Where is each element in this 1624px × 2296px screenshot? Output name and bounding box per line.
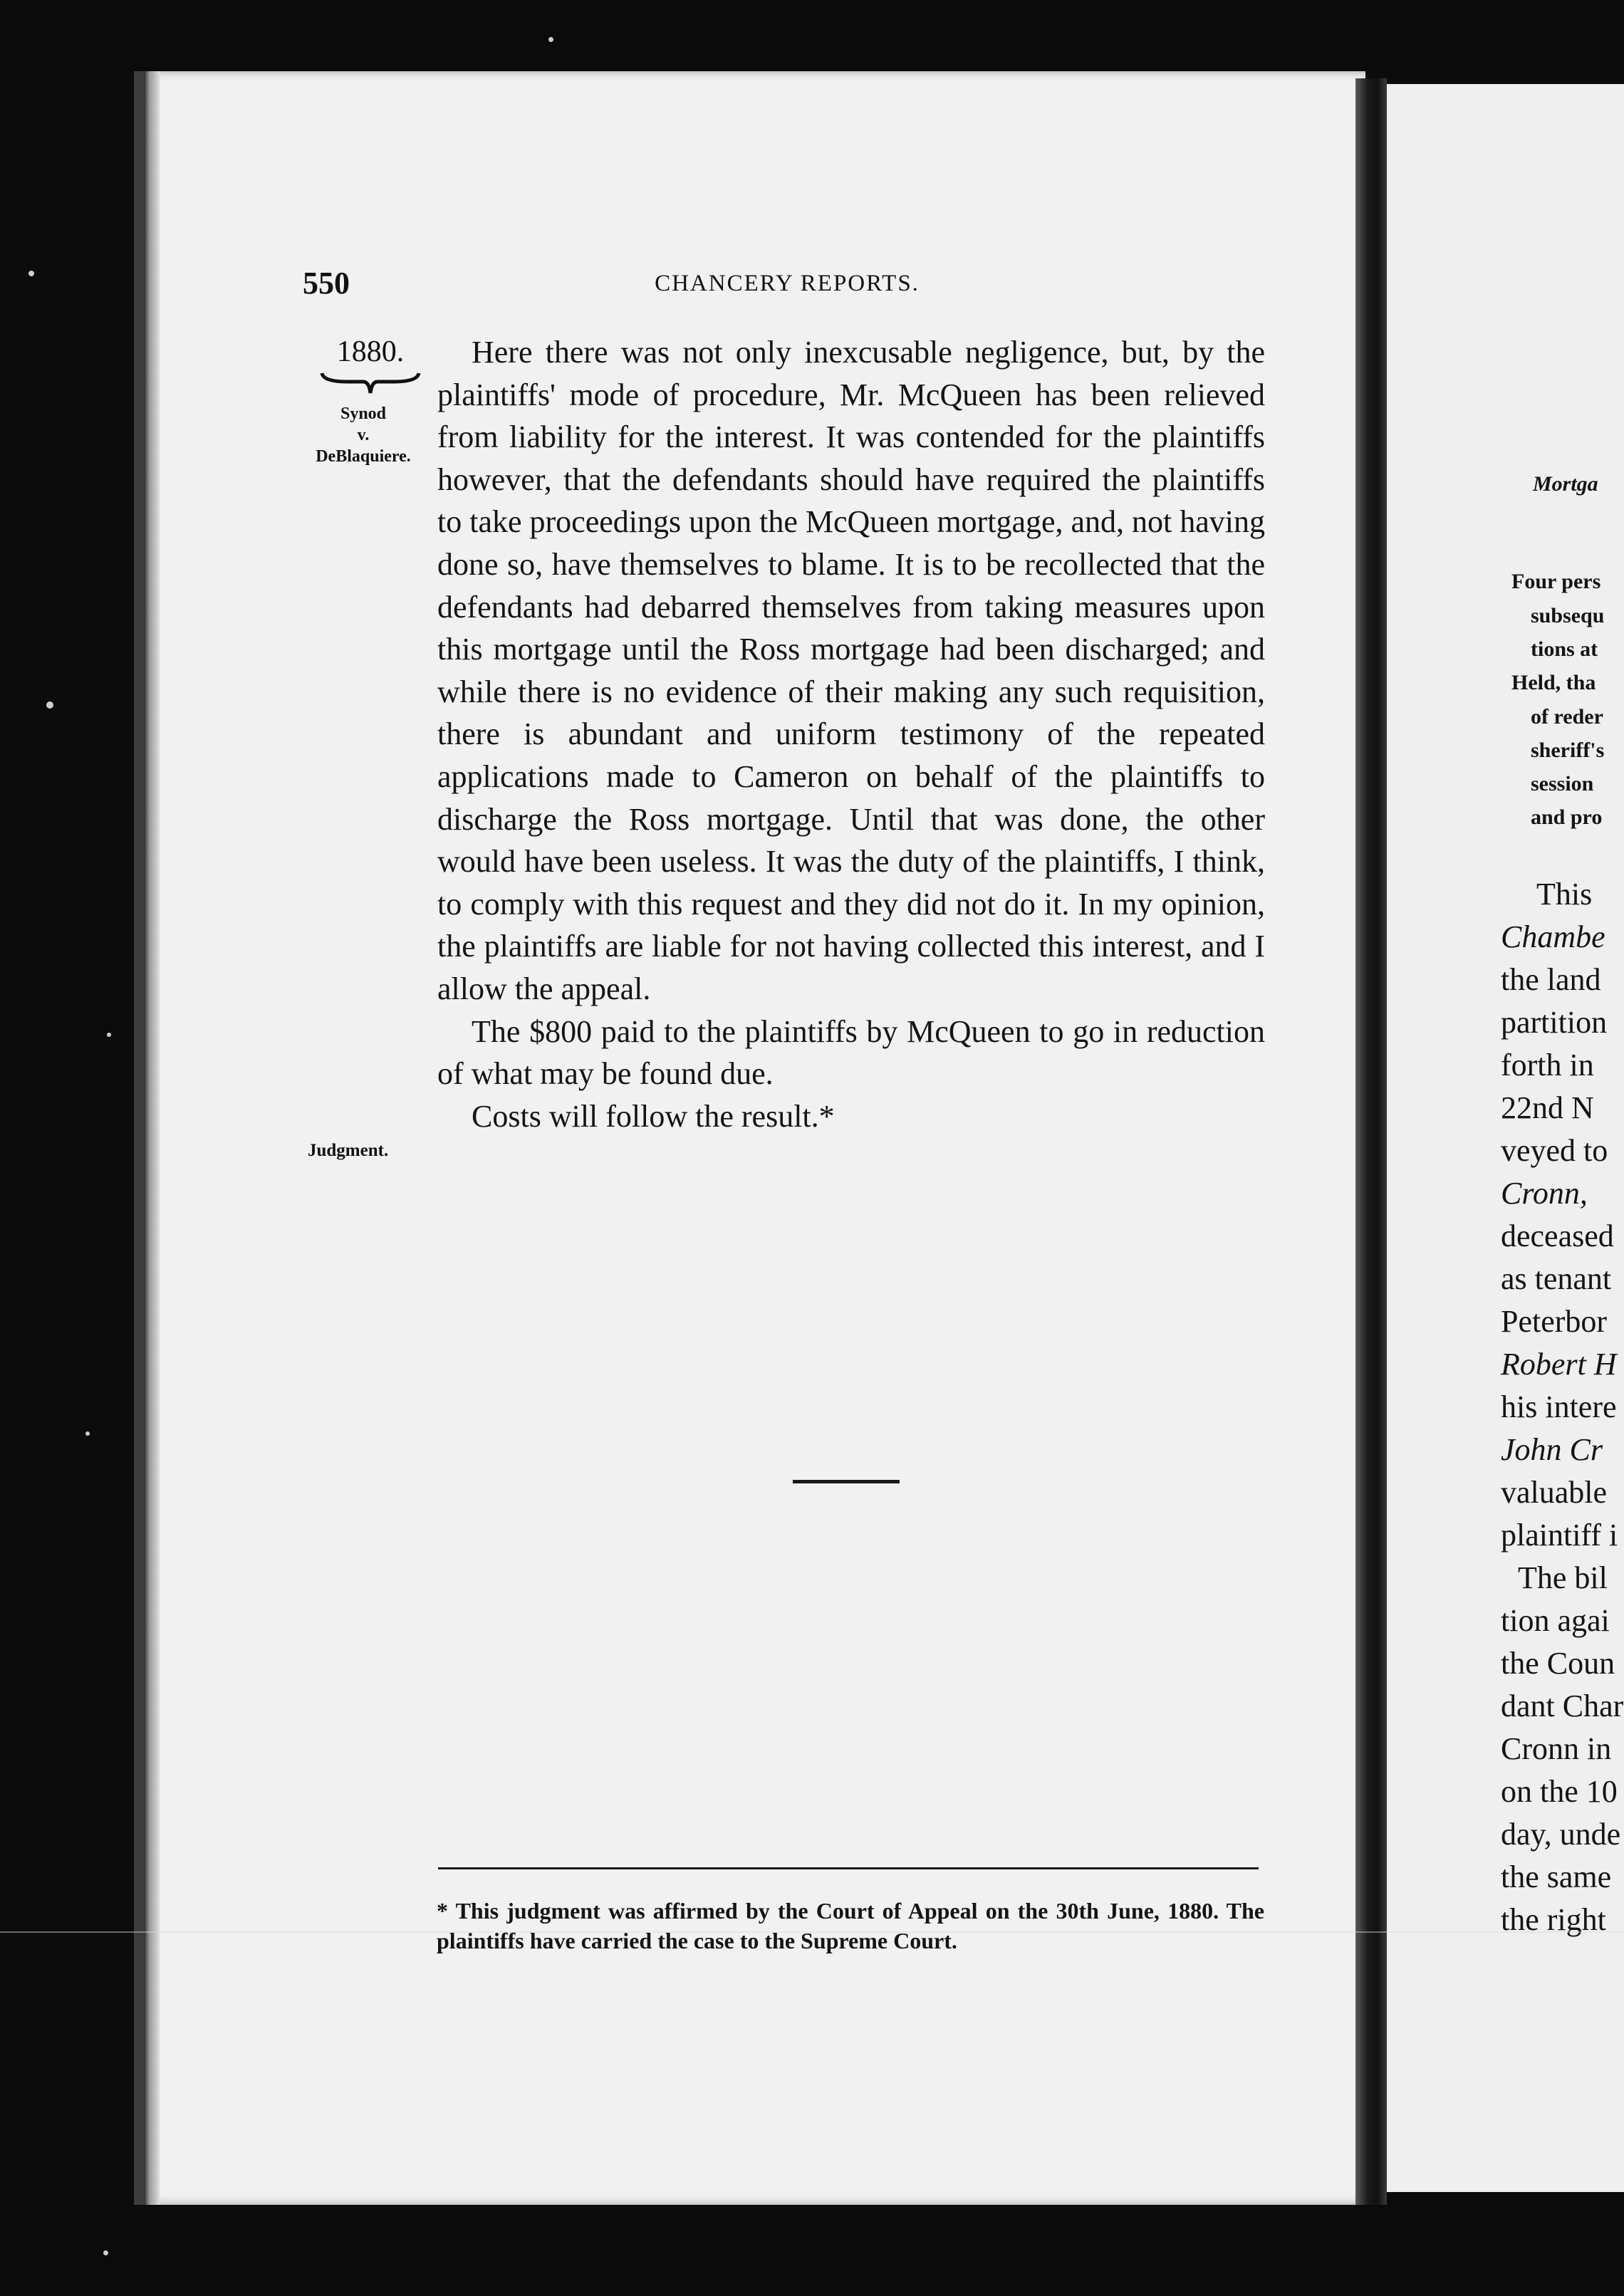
footnote: * This judgment was affirmed by the Court of Appeal on the 30th June, 1880. The plaintiffs have carried the case to the Supreme Court. [437, 1898, 1264, 1953]
right-page-line: tions at [1531, 637, 1598, 661]
margin-judgment-note: Judgment. [308, 1141, 389, 1160]
right-page [1387, 84, 1624, 2192]
right-page-line: his intere [1501, 1389, 1617, 1424]
right-page-line: Four pers [1511, 570, 1601, 593]
right-page-line: veyed to [1501, 1133, 1608, 1168]
right-page-line: subsequ [1531, 604, 1605, 627]
right-page-line: session [1531, 772, 1594, 795]
right-page-line: Cronn in [1501, 1731, 1612, 1766]
right-page-line: This [1536, 877, 1593, 912]
right-page-line: 22nd N [1501, 1090, 1594, 1125]
right-page-line: Held, tha [1511, 671, 1596, 694]
book-gutter [1355, 78, 1387, 2205]
running-head: CHANCERY REPORTS. [655, 271, 920, 296]
right-page-line: plaintiff i [1501, 1518, 1618, 1553]
right-page-line: of reder [1531, 705, 1603, 729]
scan-speck [28, 271, 34, 276]
right-page-line: on the 10 [1501, 1774, 1618, 1809]
right-page-line: Robert H [1501, 1347, 1617, 1382]
right-page-line: as tenant [1501, 1261, 1612, 1296]
right-page-line: Mortga [1533, 472, 1598, 496]
right-page-line: Chambe [1501, 919, 1605, 954]
right-page-line: the same [1501, 1859, 1612, 1894]
scan-speck [103, 2250, 108, 2255]
page-header [303, 265, 1271, 308]
right-page-line: the right [1501, 1902, 1606, 1937]
scan-speck [46, 701, 53, 709]
right-page-line: day, unde [1501, 1817, 1621, 1852]
right-page-line: forth in [1501, 1048, 1594, 1082]
section-rule [793, 1480, 900, 1483]
curly-brace-icon [319, 369, 422, 397]
right-page-line: the Coun [1501, 1646, 1615, 1681]
scan-artifact-line [0, 1931, 1624, 1933]
right-page-line: valuable [1501, 1475, 1608, 1510]
right-page-line: dant Char [1501, 1689, 1624, 1723]
paragraph: Here there was not only inexcusable negligence, but, by the plaintiffs' mode of procedure, Mr. McQueen has been relieved from liability for the interest. It was contended for the plaintiffs however, that the defendants should have required the plaintiffs to take proceedings upon the McQueen mortgage, and, not having done so, have themselves to blame. It is to be recollected that the defendants had debarred themselves from taking measures upon this mortgage until the Ross mortgage had been discharged; and while there is no evidence of their making any such requisition, there is abundant and uniform testimony of the repeated applications made to Cameron on behalf of the plaintiffs to discharge the Ross mortgage. Until that was done, the other would have been useless. It was the duty of the plaintiffs, I think, to comply with this request and they did not do it. In my opinion, the plaintiffs are liable for not having collected this interest, and I allow the appeal. [437, 335, 1266, 1006]
case-party-1: Synod [340, 405, 387, 423]
page-edge [144, 71, 160, 2205]
body-text [437, 331, 1265, 1137]
scan-speck [85, 1431, 90, 1436]
right-page-line: Cronn, [1501, 1176, 1588, 1211]
right-page-line: The bil [1518, 1560, 1608, 1595]
paragraph: The $800 paid to the plaintiffs by McQueen to go in reduction of what may be found due. [437, 1013, 1265, 1092]
footnote-rule [438, 1867, 1259, 1869]
paragraph: Costs will follow the result.* [472, 1098, 835, 1134]
case-party-2: DeBlaquiere. [316, 447, 411, 466]
right-page-line: the land [1501, 962, 1601, 997]
page-number: 550 [303, 266, 350, 301]
right-page-line: deceased [1501, 1219, 1614, 1253]
right-page-line: tion agai [1501, 1603, 1610, 1638]
right-page-line: sheriff's [1531, 739, 1605, 762]
scan-speck [548, 37, 553, 42]
right-page-line: and pro [1531, 805, 1603, 829]
right-page-line: John Cr [1501, 1432, 1603, 1467]
margin-year: 1880. [336, 335, 405, 368]
scan-speck [107, 1033, 111, 1037]
right-page-line: Peterbor [1501, 1304, 1608, 1339]
case-name [292, 403, 434, 467]
right-page-line: partition [1501, 1005, 1608, 1040]
case-versus: v. [357, 426, 370, 444]
